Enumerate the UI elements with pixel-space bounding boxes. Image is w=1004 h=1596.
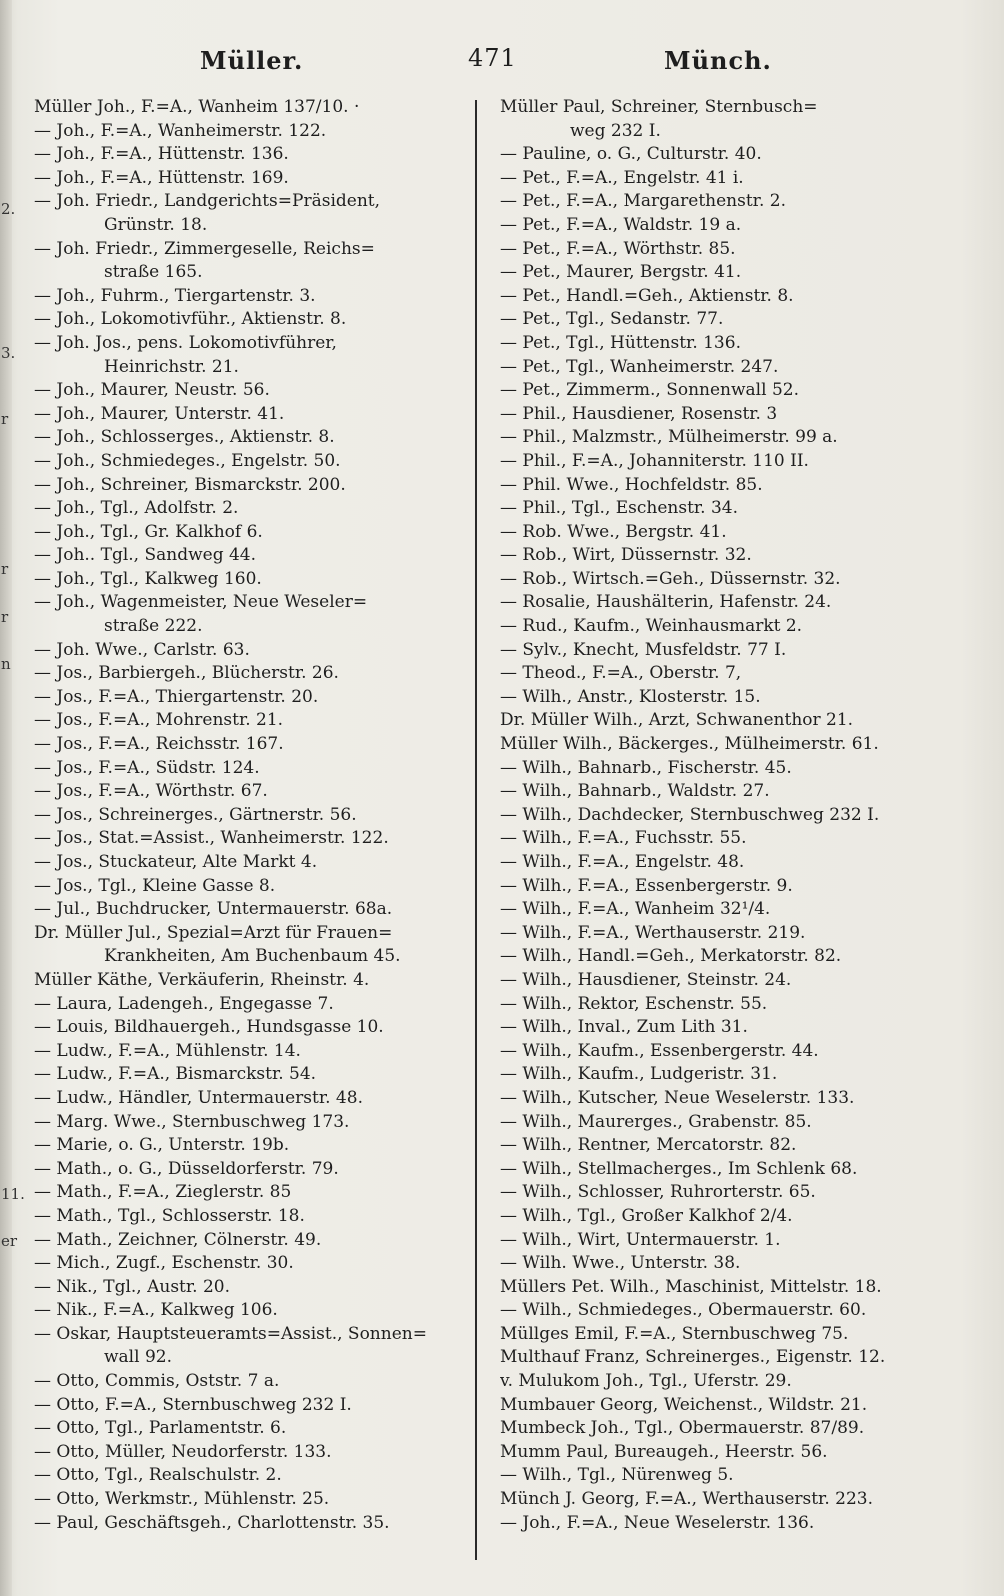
binding-edge [0, 0, 12, 1596]
directory-entry: — Jos., F.=A., Wörthstr. 67. [34, 781, 268, 802]
directory-entry: — Joh., Tgl., Kalkweg 160. [34, 568, 262, 589]
directory-entry: — Math., o. G., Düsseldorferstr. 79. [34, 1158, 339, 1179]
page-header [34, 40, 964, 80]
directory-entry: — Wilh., Handl.=Geh., Merkatorstr. 82. [500, 946, 842, 967]
directory-entry: — Rob. Wwe., Bergstr. 41. [500, 521, 727, 542]
directory-entry: — Otto, Tgl., Realschulstr. 2. [34, 1465, 282, 1486]
directory-entry: — Mich., Zugf., Eschenstr. 30. [34, 1253, 294, 1274]
directory-entry: — Wilh., Rektor, Eschenstr. 55. [500, 993, 768, 1014]
directory-entry: — Nik., F.=A., Kalkweg 106. [34, 1300, 278, 1321]
directory-entry: Mumm Paul, Bureaugeh., Heerstr. 56. [500, 1441, 828, 1462]
directory-entry: Multhauf Franz, Schreinerges., Eigenstr. 12. [500, 1347, 886, 1368]
directory-entry: — Joh. Friedr., Zimmergeselle, Reichs= [34, 238, 375, 259]
directory-entry: — Nik., Tgl., Austr. 20. [34, 1276, 230, 1297]
directory-entry-continuation: straße 222. [104, 616, 203, 637]
directory-entry: — Joh., Maurer, Neustr. 56. [34, 380, 270, 401]
directory-entry: — Rob., Wirtsch.=Geh., Düssernstr. 32. [500, 568, 841, 589]
directory-entry: — Wilh., Bahnarb., Waldstr. 27. [500, 781, 770, 802]
directory-entry: — Wilh., Maurerges., Grabenstr. 85. [500, 1111, 812, 1132]
directory-entry: — Ludw., F.=A., Mühlenstr. 14. [34, 1040, 301, 1061]
directory-entry: — Wilh., F.=A., Essenbergerstr. 9. [500, 875, 793, 896]
directory-entry: — Otto, F.=A., Sternbuschweg 232 I. [34, 1394, 352, 1415]
directory-entry: — Pet., Tgl., Sedanstr. 77. [500, 309, 724, 330]
margin-fragment: 2. [1, 200, 16, 218]
margin-fragment: n [1, 655, 11, 673]
directory-entry-continuation: straße 165. [104, 262, 203, 283]
directory-entry: — Marie, o. G., Unterstr. 19b. [34, 1135, 290, 1156]
directory-entry: — Pet., F.=A., Waldstr. 19 a. [500, 214, 742, 235]
directory-entry: — Jos., Barbiergeh., Blücherstr. 26. [34, 663, 339, 684]
left-column [34, 96, 458, 1566]
directory-entry: — Laura, Ladengeh., Engegasse 7. [34, 993, 334, 1014]
directory-entry: — Oskar, Hauptsteueramts=Assist., Sonnen= [34, 1323, 427, 1344]
directory-entry: — Wilh., Tgl., Großer Kalkhof 2/4. [500, 1205, 793, 1226]
directory-entry: — Phil., Tgl., Eschenstr. 34. [500, 498, 739, 519]
directory-entry: — Sylv., Knecht, Musfeldstr. 77 I. [500, 639, 787, 660]
margin-fragment: 11. [1, 1185, 25, 1203]
directory-entry: — Wilh., Schmiedeges., Obermauerstr. 60. [500, 1300, 867, 1321]
directory-entry: — Pet., Tgl., Wanheimerstr. 247. [500, 356, 779, 377]
directory-entry: Müller Wilh., Bäckerges., Mülheimerstr. 61. [500, 734, 879, 755]
directory-entry: — Wilh., Bahnarb., Fischerstr. 45. [500, 757, 792, 778]
directory-entry: — Wilh., Hausdiener, Steinstr. 24. [500, 969, 792, 990]
directory-entry: — Joh., F.=A., Hüttenstr. 136. [34, 144, 289, 165]
directory-entry: — Jul., Buchdrucker, Untermauerstr. 68a. [34, 899, 393, 920]
margin-fragment: r [1, 608, 9, 626]
directory-entry-continuation: wall 92. [104, 1347, 172, 1368]
directory-entry: — Jos., F.=A., Südstr. 124. [34, 757, 260, 778]
directory-entry: — Pet., F.=A., Engelstr. 41 i. [500, 167, 744, 188]
directory-entry: — Pet., Zimmerm., Sonnenwall 52. [500, 380, 799, 401]
directory-entry: — Wilh., F.=A., Werthauserstr. 219. [500, 922, 806, 943]
directory-entry: — Phil., F.=A., Johanniterstr. 110 II. [500, 450, 809, 471]
directory-entry-continuation: Krankheiten, Am Buchenbaum 45. [104, 946, 401, 967]
directory-entry: — Wilh., Schlosser, Ruhrorterstr. 65. [500, 1182, 816, 1203]
directory-entry: — Joh., F.=A., Hüttenstr. 169. [34, 167, 289, 188]
directory-entry: — Phil., Malzmstr., Mülheimerstr. 99 a. [500, 427, 838, 448]
directory-entry: — Rud., Kaufm., Weinhausmarkt 2. [500, 616, 803, 637]
directory-entry-continuation: Grünstr. 18. [104, 214, 208, 235]
directory-entry: — Wilh., Kaufm., Ludgeristr. 31. [500, 1064, 778, 1085]
page-number: 471 [468, 44, 517, 72]
directory-entry: — Jos., Tgl., Kleine Gasse 8. [34, 875, 276, 896]
directory-entry: — Joh., Wagenmeister, Neue Weseler= [34, 592, 368, 613]
directory-entry: — Jos., F.=A., Mohrenstr. 21. [34, 710, 284, 731]
directory-entry: — Rosalie, Haushälterin, Hafenstr. 24. [500, 592, 832, 613]
directory-entry: — Jos., Schreinerges., Gärtnerstr. 56. [34, 804, 357, 825]
directory-entry: — Wilh., Wirt, Untermauerstr. 1. [500, 1229, 781, 1250]
directory-entry: Dr. Müller Jul., Spezial=Arzt für Frauen= [34, 922, 393, 943]
directory-entry: — Wilh., Stellmacherges., Im Schlenk 68. [500, 1158, 858, 1179]
directory-entry: Münch J. Georg, F.=A., Werthauserstr. 223. [500, 1489, 873, 1510]
directory-entry: — Marg. Wwe., Sternbuschweg 173. [34, 1111, 350, 1132]
directory-entry: — Pet., Handl.=Geh., Aktienstr. 8. [500, 285, 794, 306]
directory-entry: Müllers Pet. Wilh., Maschinist, Mittelstr. 18. [500, 1276, 882, 1297]
margin-fragment: er [1, 1232, 18, 1250]
directory-entry: — Otto, Werkmstr., Mühlenstr. 25. [34, 1489, 330, 1510]
directory-entry: — Jos., Stuckateur, Alte Markt 4. [34, 852, 318, 872]
directory-entry: — Pet., Maurer, Bergstr. 41. [500, 262, 742, 283]
directory-entry: — Pet., Tgl., Hüttenstr. 136. [500, 332, 741, 353]
directory-entry: — Joh.. Tgl., Sandweg 44. [34, 545, 257, 566]
header-right-keyword: Münch. [664, 46, 772, 75]
directory-entry: — Phil. Wwe., Hochfeldstr. 85. [500, 474, 763, 495]
right-column [500, 96, 930, 1566]
directory-entry: — Joh., Schreiner, Bismarckstr. 200. [34, 474, 346, 495]
directory-entry: — Otto, Müller, Neudorferstr. 133. [34, 1441, 332, 1462]
directory-entry: — Wilh., Dachdecker, Sternbuschweg 232 I. [500, 804, 880, 825]
directory-entry: — Joh. Friedr., Landgerichts=Präsident, [34, 191, 381, 212]
directory-entry: — Wilh., F.=A., Wanheim 32¹/4. [500, 899, 771, 920]
directory-entry: Mumbauer Georg, Weichenst., Wildstr. 21. [500, 1394, 868, 1415]
directory-entry: — Joh., Tgl., Gr. Kalkhof 6. [34, 521, 263, 542]
directory-entry: — Math., Zeichner, Cölnerstr. 49. [34, 1229, 322, 1250]
directory-entry: — Joh., Maurer, Unterstr. 41. [34, 403, 285, 424]
margin-fragment: r [1, 560, 9, 578]
directory-entry: — Wilh., Tgl., Nürenweg 5. [500, 1465, 734, 1486]
directory-entry: — Joh., Lokomotivführ., Aktienstr. 8. [34, 309, 347, 330]
directory-entry: — Pet., F.=A., Margarethenstr. 2. [500, 191, 786, 212]
directory-entry: — Joh., Schlosserges., Aktienstr. 8. [34, 427, 335, 448]
directory-entry: — Pauline, o. G., Culturstr. 40. [500, 144, 762, 165]
directory-entry: Müllges Emil, F.=A., Sternbuschweg 75. [500, 1323, 849, 1344]
column-divider [475, 100, 477, 1560]
directory-entry-continuation: weg 232 I. [570, 120, 661, 141]
directory-entry: — Theod., F.=A., Oberstr. 7, [500, 663, 742, 684]
directory-entry: — Wilh., Inval., Zum Lith 31. [500, 1017, 748, 1038]
directory-entry: — Math., F.=A., Zieglerstr. 85 [34, 1182, 292, 1203]
directory-entry: — Wilh., F.=A., Engelstr. 48. [500, 852, 745, 872]
directory-entry: Müller Paul, Schreiner, Sternbusch= [500, 97, 818, 117]
directory-entry: — Rob., Wirt, Düssernstr. 32. [500, 545, 752, 566]
directory-entry: — Joh., Fuhrm., Tiergartenstr. 3. [34, 285, 316, 306]
directory-entry: — Joh. Wwe., Carlstr. 63. [34, 639, 250, 660]
directory-entry: — Louis, Bildhauergeh., Hundsgasse 10. [34, 1017, 384, 1038]
margin-fragment: r [1, 410, 9, 428]
directory-entry: — Paul, Geschäftsgeh., Charlottenstr. 35. [34, 1512, 390, 1533]
directory-entry: — Joh., F.=A., Neue Weselerstr. 136. [500, 1512, 815, 1533]
directory-entry: — Wilh., Kutscher, Neue Weselerstr. 133. [500, 1087, 855, 1108]
directory-entry: Müller Käthe, Verkäuferin, Rheinstr. 4. [34, 969, 370, 990]
directory-entry: Mumbeck Joh., Tgl., Obermauerstr. 87/89. [500, 1418, 865, 1439]
directory-entry: — Otto, Commis, Oststr. 7 a. [34, 1371, 280, 1392]
directory-entry: v. Mulukom Joh., Tgl., Uferstr. 29. [500, 1371, 792, 1392]
directory-entry: — Jos., F.=A., Reichsstr. 167. [34, 734, 284, 755]
directory-entry: — Joh. Jos., pens. Lokomotivführer, [34, 332, 337, 353]
directory-entry: — Wilh., Anstr., Klosterstr. 15. [500, 686, 761, 707]
directory-entry: — Joh., Tgl., Adolfstr. 2. [34, 498, 239, 519]
directory-entry: — Ludw., F.=A., Bismarckstr. 54. [34, 1064, 317, 1085]
directory-entry: — Wilh., Kaufm., Essenbergerstr. 44. [500, 1040, 819, 1061]
directory-entry-continuation: Heinrichstr. 21. [104, 356, 239, 377]
directory-entry: — Math., Tgl., Schlosserstr. 18. [34, 1205, 305, 1226]
directory-entry: — Otto, Tgl., Parlamentstr. 6. [34, 1418, 287, 1439]
directory-entry: — Joh., Schmiedeges., Engelstr. 50. [34, 450, 341, 471]
directory-entry: — Wilh., Rentner, Mercatorstr. 82. [500, 1135, 797, 1156]
directory-entry: Dr. Müller Wilh., Arzt, Schwanenthor 21. [500, 710, 854, 731]
directory-entry: — Jos., F.=A., Thiergartenstr. 20. [34, 686, 319, 707]
margin-fragment: 3. [1, 344, 16, 362]
directory-entry: — Phil., Hausdiener, Rosenstr. 3 [500, 403, 778, 424]
directory-entry: — Pet., F.=A., Wörthstr. 85. [500, 238, 736, 259]
directory-entry: — Joh., F.=A., Wanheimerstr. 122. [34, 120, 327, 141]
directory-entry: — Jos., Stat.=Assist., Wanheimerstr. 122. [34, 828, 389, 849]
directory-entry: Müller Joh., F.=A., Wanheim 137/10. · [34, 97, 360, 117]
header-left-keyword: Müller. [200, 46, 304, 75]
directory-entry: — Wilh. Wwe., Unterstr. 38. [500, 1253, 741, 1274]
directory-entry: — Wilh., F.=A., Fuchsstr. 55. [500, 828, 747, 849]
directory-entry: — Ludw., Händler, Untermauerstr. 48. [34, 1087, 363, 1108]
